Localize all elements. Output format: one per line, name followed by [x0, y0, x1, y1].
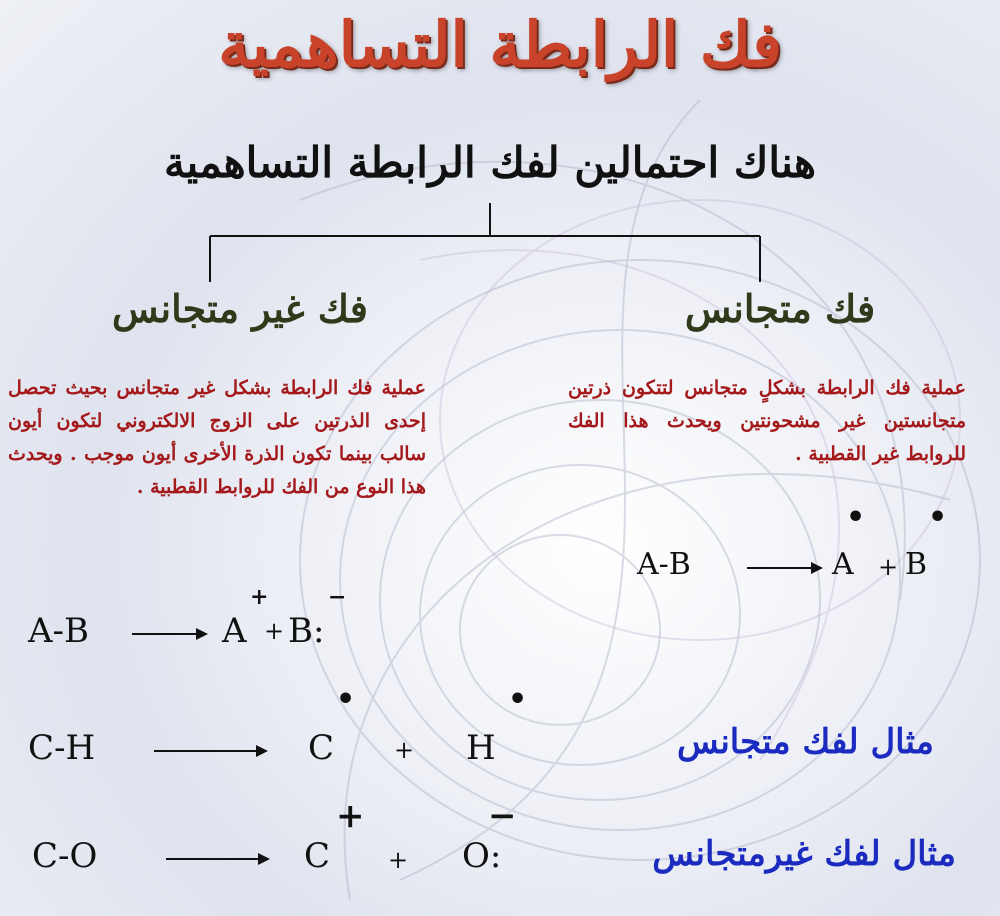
arrow-icon [152, 743, 272, 759]
subtitle: هناك احتمالين لفك الرابطة التساهمية [164, 138, 816, 187]
homolytic-description: عملية فك الرابطة بشكلٍ متجانس لتتكون ذرتين متجانستين غير مشحونتين ويحدث هذا الفك للروابط غير القطبية . [568, 377, 966, 465]
heterolytic-example-label: مثال لفك غيرمتجانس [652, 834, 956, 874]
homolytic-example-product-c: C [308, 728, 335, 768]
homolytic-general-product-b: B [905, 547, 928, 582]
negative-charge: − [328, 584, 347, 610]
radical-dot-c: • [336, 682, 356, 717]
heterolytic-heading: فك غير متجانس [112, 286, 368, 331]
positive-charge: + [250, 584, 269, 610]
arrow-icon [130, 626, 210, 642]
heterolytic-example-reactant: C-O [32, 836, 98, 876]
heterolytic-general-reactant: A-B [28, 611, 90, 651]
positive-charge: + [336, 796, 365, 836]
arrow-icon [745, 560, 825, 576]
homolytic-example-reactant: C-H [28, 728, 96, 768]
heterolytic-general-product-b: B: [288, 611, 325, 651]
heterolytic-example-product-c: C [304, 836, 331, 876]
radical-dot-a: • [846, 500, 866, 535]
heterolytic-general-plus: + [264, 617, 285, 645]
heterolytic-general-product-a: A [222, 611, 247, 651]
homolytic-example-plus: + [394, 736, 415, 764]
arrow-icon [164, 851, 274, 867]
negative-charge: − [488, 796, 517, 836]
homolytic-heading: فك متجانس [684, 286, 876, 331]
homolytic-example-product-h: H [466, 728, 496, 768]
homolytic-general-plus: + [878, 553, 899, 581]
heterolytic-description: عملية فك الرابطة بشكل غير متجانس بحيث تحصل إحدى الذرتين على الزوج الالكتروني لتكون أيون سالب بينما تكون الذرة الأخرى أيون موجب . ويحدث هذا النوع من الفك للروابط القطبية . [8, 377, 426, 498]
page-title: فك الرابطة التساهمية [218, 8, 782, 81]
heterolytic-example-plus: + [388, 846, 409, 874]
homolytic-example-label: مثال لفك متجانس [676, 722, 934, 762]
radical-dot-b: • [928, 500, 948, 535]
radical-dot-h: • [508, 682, 528, 717]
heterolytic-example-product-o: O: [462, 836, 502, 876]
homolytic-general-product-a: A [832, 547, 854, 582]
homolytic-general-reactant: A-B [637, 547, 691, 582]
